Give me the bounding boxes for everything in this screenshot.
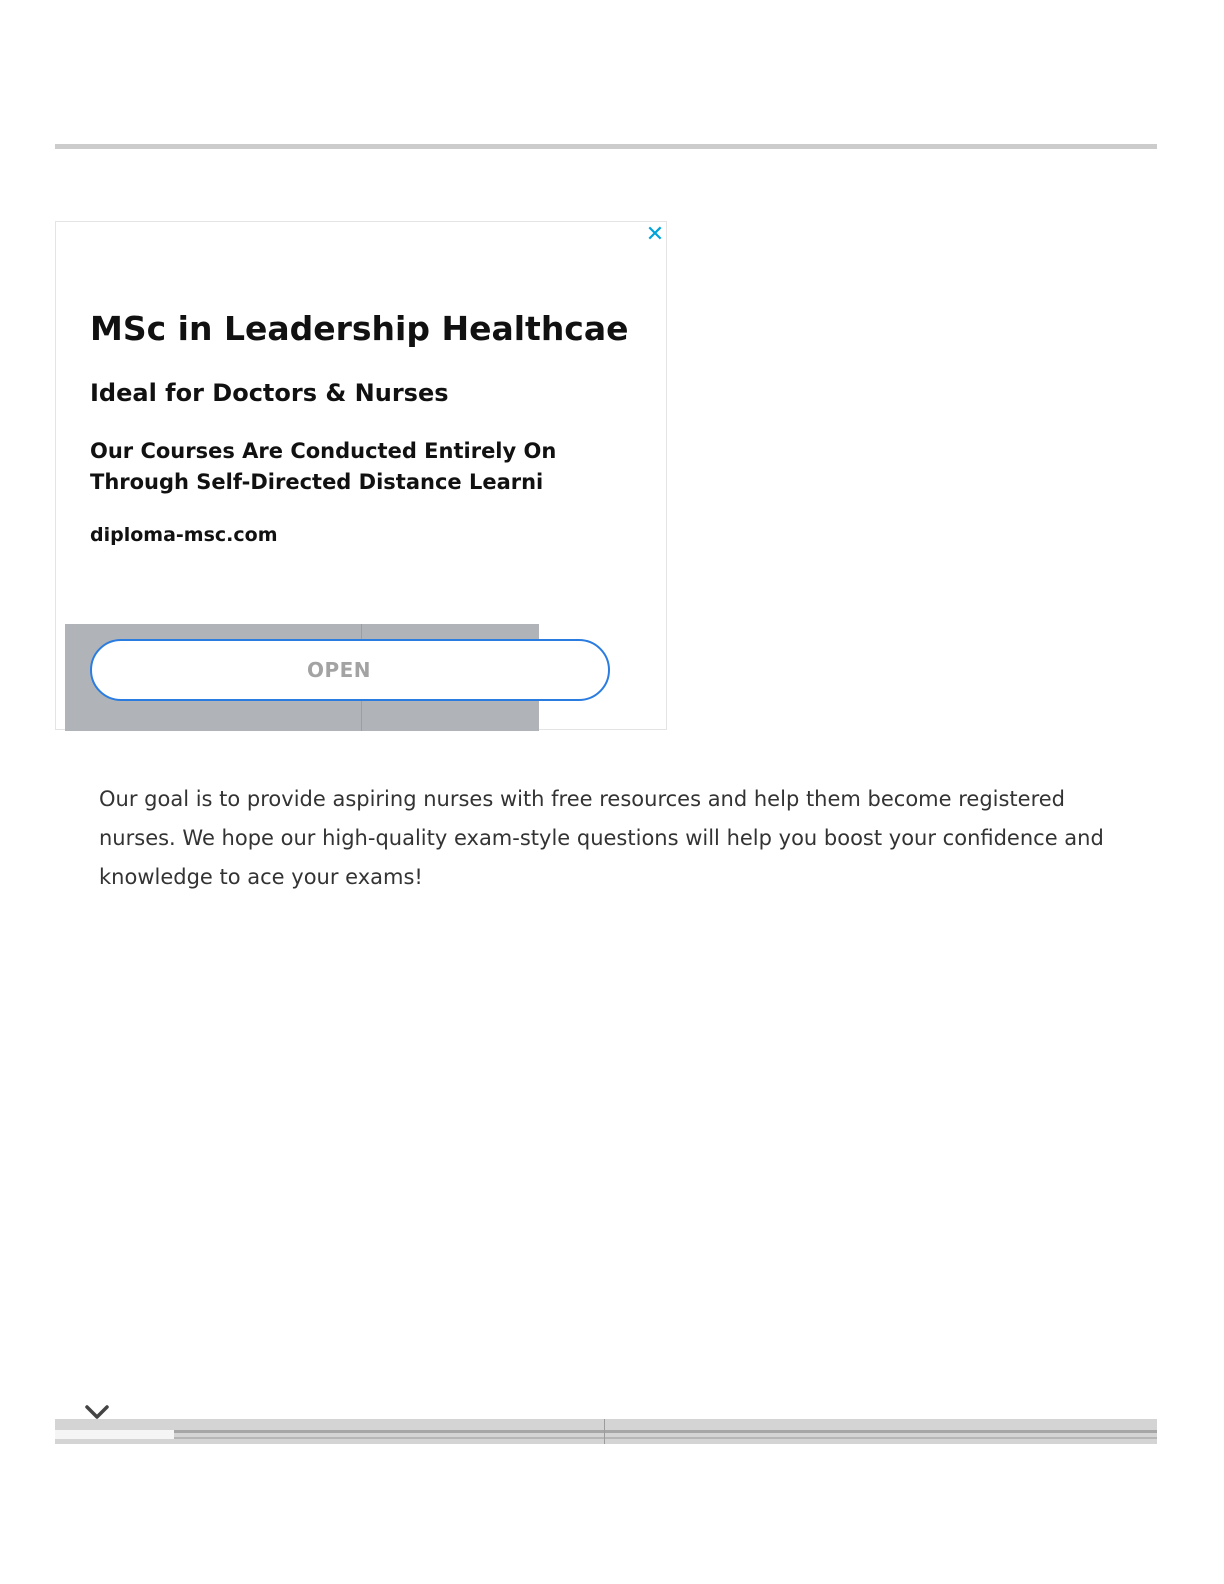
ad-description [90, 436, 557, 498]
progress-indicator [55, 1430, 174, 1439]
open-button[interactable] [90, 639, 610, 701]
top-divider [55, 144, 1157, 149]
ad-subtitle: Ideal for Doctors & Nurses [90, 379, 449, 407]
close-icon[interactable]: ✕ [645, 222, 665, 247]
ad-cta-band [65, 624, 539, 731]
bottom-bar-track [55, 1430, 1157, 1433]
ad-title[interactable]: MSc in Leadership Healthcae [90, 309, 629, 348]
ad-url[interactable]: diploma-msc.com [90, 524, 278, 546]
bottom-bar-divider [604, 1419, 605, 1444]
ad-description-line: Our Courses Are Conducted Entirely On [90, 439, 557, 463]
ad-content[interactable] [65, 222, 629, 731]
open-button-label: OPEN [306, 658, 372, 682]
bottom-bar-track-lower [55, 1437, 1157, 1439]
goal-paragraph: Our goal is to provide aspiring nurses with free resources and help them become registered nurses. We hope our high-quality exam-style questions will help you boost your confidence and knowledge to ace your exams! [99, 787, 1104, 889]
ad-banner[interactable] [55, 221, 667, 730]
ad-description-line: Through Self-Directed Distance Learni [90, 470, 544, 494]
bottom-scrollbar[interactable] [55, 1419, 1157, 1444]
